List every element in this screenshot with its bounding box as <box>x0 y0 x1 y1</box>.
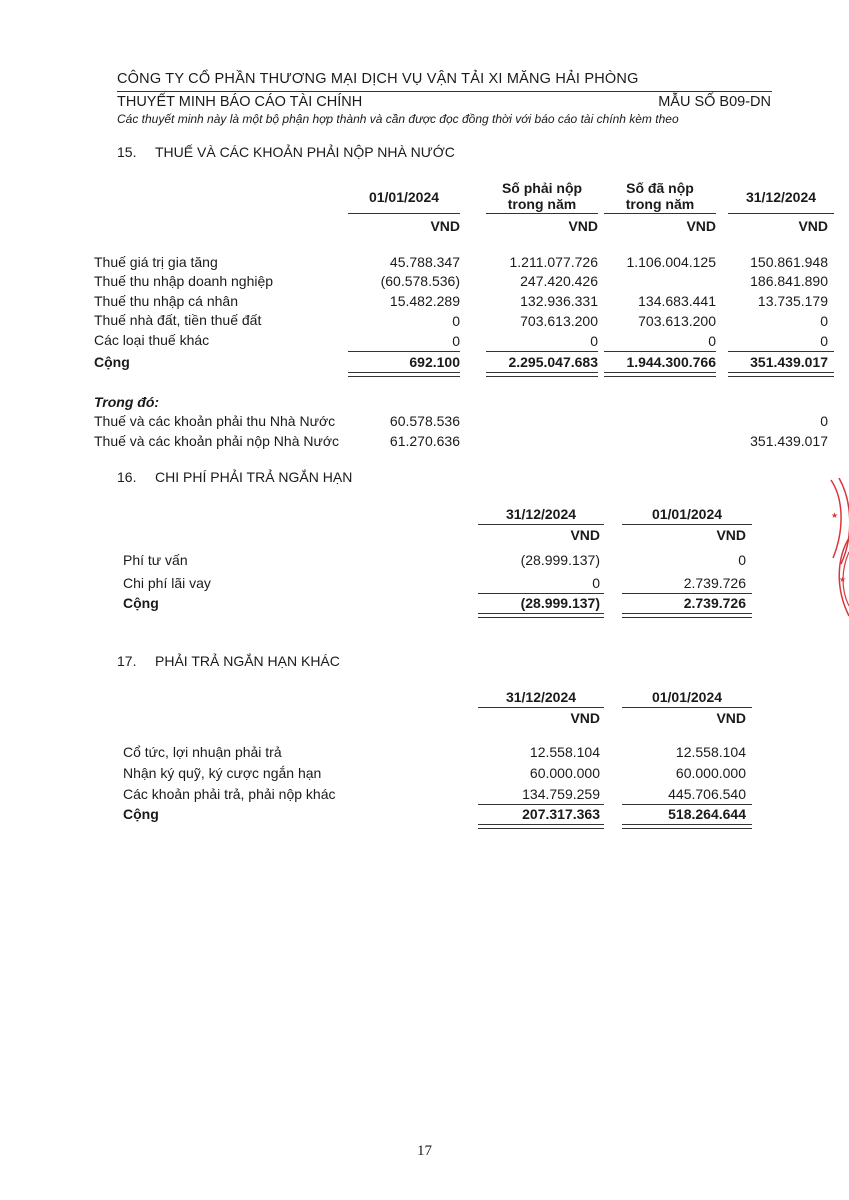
s15-col2-line2: trong năm <box>507 196 577 212</box>
s16-col2-rule <box>622 524 752 525</box>
s17-subtotal-rule <box>478 804 604 805</box>
row-label: Thuế thu nhập doanh nghiệp <box>94 273 274 289</box>
section-number: 16. <box>117 469 137 485</box>
cell: 13.735.179 <box>757 293 828 309</box>
s16-unit-2: VND <box>716 527 746 543</box>
cell: 518.264.644 <box>668 806 746 822</box>
section-17-heading <box>117 653 340 669</box>
s15-total-double-rule <box>604 372 716 377</box>
s15-col4-rule <box>728 213 834 214</box>
cell: 0 <box>820 313 828 329</box>
header-rule <box>117 91 772 92</box>
s15-subtotal-rule <box>486 351 598 352</box>
cell: (28.999.137) <box>520 595 600 611</box>
s15-subtotal-rule <box>348 351 460 352</box>
svg-text:★: ★ <box>839 575 847 584</box>
s15-col1-header: 01/01/2024 <box>368 189 440 205</box>
s17-subtotal-rule <box>622 804 752 805</box>
cell: 1.211.077.726 <box>509 254 598 270</box>
row-label: Nhận ký quỹ, ký cược ngắn hạn <box>123 765 322 781</box>
s15-col2-rule <box>486 213 598 214</box>
cell: 15.482.289 <box>389 293 460 309</box>
s15-col3-rule <box>604 213 716 214</box>
cell: 692.100 <box>409 354 460 370</box>
section-16-heading <box>117 469 352 485</box>
of-which-label: Trong đó: <box>94 394 160 410</box>
cell: 12.558.104 <box>675 744 746 760</box>
s15-col4-header: 31/12/2024 <box>745 189 817 205</box>
s16-col1-rule <box>478 524 604 525</box>
s15-unit-4: VND <box>798 218 828 234</box>
cell: 1.106.004.125 <box>626 254 716 270</box>
s17-unit-2: VND <box>716 710 746 726</box>
cell: 132.936.331 <box>520 293 598 309</box>
s15-unit-2: VND <box>568 218 598 234</box>
s15-total-double-rule <box>348 372 460 377</box>
cell: 2.739.726 <box>683 575 746 591</box>
cell: (28.999.137) <box>520 552 600 568</box>
s15-subtotal-rule <box>604 351 716 352</box>
cell: (60.578.536) <box>380 273 460 289</box>
row-label: Thuế nhà đất, tiền thuế đất <box>94 312 262 328</box>
cell: 703.613.200 <box>638 313 716 329</box>
section-number: 17. <box>117 653 137 669</box>
row-label: Cổ tức, lợi nhuận phải trả <box>123 744 282 760</box>
cell: 186.841.890 <box>750 273 828 289</box>
cell: 0 <box>452 333 460 349</box>
s17-unit-1: VND <box>570 710 600 726</box>
row-label: Phí tư vấn <box>123 552 188 568</box>
s17-col1-header: 31/12/2024 <box>505 689 577 705</box>
s15-col1-rule <box>348 213 460 214</box>
cell: 60.578.536 <box>389 413 460 429</box>
section-title: THUẾ VÀ CÁC KHOẢN PHẢI NỘP NHÀ NƯỚC <box>155 144 455 160</box>
s16-subtotal-rule <box>622 593 752 594</box>
s16-total-double-rule <box>478 613 604 618</box>
s15-subtotal-rule <box>728 351 834 352</box>
s16-unit-1: VND <box>570 527 600 543</box>
s15-total-double-rule <box>728 372 834 377</box>
cell: 61.270.636 <box>389 433 460 449</box>
section-title: CHI PHÍ PHẢI TRẢ NGẮN HẠN <box>155 469 353 485</box>
s16-col1-header: 31/12/2024 <box>505 506 577 522</box>
cell: 12.558.104 <box>529 744 600 760</box>
cell: 0 <box>592 575 600 591</box>
cell: 703.613.200 <box>520 313 598 329</box>
cell: 0 <box>820 333 828 349</box>
section-number: 15. <box>117 144 137 160</box>
cell: 1.944.300.766 <box>626 354 716 370</box>
row-label: Các loại thuế khác <box>94 332 210 348</box>
s15-unit-1: VND <box>430 218 460 234</box>
company-stamp <box>809 478 849 618</box>
form-number: MẪU SỐ B09-DN <box>658 94 771 110</box>
row-label: Chi phí lãi vay <box>123 575 211 591</box>
cell: 60.000.000 <box>529 765 600 781</box>
s16-total-double-rule <box>622 613 752 618</box>
document-title: THUYẾT MINH BÁO CÁO TÀI CHÍNH <box>117 94 363 110</box>
cell: 134.759.259 <box>522 786 600 802</box>
cell: 247.420.426 <box>520 273 598 289</box>
cell: 0 <box>708 333 716 349</box>
page-number: 17 <box>417 1143 432 1159</box>
s17-total-double-rule <box>622 824 752 829</box>
section-title: PHẢI TRẢ NGẮN HẠN KHÁC <box>155 653 340 669</box>
s17-col2-rule <box>622 707 752 708</box>
cell: 2.295.047.683 <box>508 354 598 370</box>
cell: 0 <box>820 413 828 429</box>
s15-col3-line1: Số đã nộp <box>626 180 694 196</box>
cell: 2.739.726 <box>683 595 746 611</box>
cell: 150.861.948 <box>750 254 828 270</box>
cell: 351.439.017 <box>750 354 828 370</box>
s17-col2-header: 01/01/2024 <box>651 689 723 705</box>
cell: 0 <box>590 333 598 349</box>
s17-total-double-rule <box>478 824 604 829</box>
s15-unit-3: VND <box>686 218 716 234</box>
row-label: Thuế và các khoản phải thu Nhà Nước <box>94 413 336 429</box>
s15-col3-header <box>604 180 716 212</box>
s16-subtotal-rule <box>478 593 604 594</box>
cell: 60.000.000 <box>675 765 746 781</box>
s16-col2-header: 01/01/2024 <box>651 506 723 522</box>
header-note: Các thuyết minh này là một bộ phận hợp thành và cần được đọc đồng thời với báo cáo tài chính kèm theo <box>117 112 679 126</box>
s17-col1-rule <box>478 707 604 708</box>
row-label: Thuế giá trị gia tăng <box>94 254 218 270</box>
row-label: Các khoản phải trả, phải nộp khác <box>123 786 336 802</box>
cell: 0 <box>738 552 746 568</box>
s15-col3-line2: trong năm <box>625 196 695 212</box>
company-name: CÔNG TY CỔ PHẦN THƯƠNG MẠI DỊCH VỤ VẬN TẢI XI MĂNG HẢI PHÒNG <box>117 71 639 87</box>
cell: 351.439.017 <box>750 433 828 449</box>
s15-col2-line1: Số phải nộp <box>501 180 583 196</box>
cell: 0 <box>452 313 460 329</box>
s15-col2-header <box>486 180 598 212</box>
cell: 207.317.363 <box>522 806 600 822</box>
row-label: Cộng <box>123 806 159 822</box>
row-label: Cộng <box>94 354 130 370</box>
row-label: Cộng <box>123 595 159 611</box>
s15-total-double-rule <box>486 372 598 377</box>
row-label: Thuế và các khoản phải nộp Nhà Nước <box>94 433 340 449</box>
section-15-heading <box>117 144 455 160</box>
cell: 445.706.540 <box>668 786 746 802</box>
cell: 45.788.347 <box>389 254 460 270</box>
cell: 134.683.441 <box>638 293 716 309</box>
row-label: Thuế thu nhập cá nhân <box>94 293 239 309</box>
svg-text:★: ★ <box>831 511 839 520</box>
